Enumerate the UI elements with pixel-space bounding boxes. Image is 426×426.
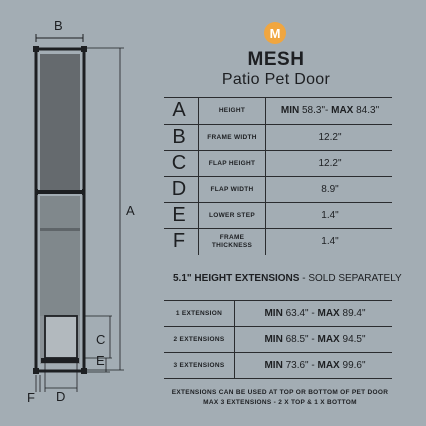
extension-value: MIN 73.6" - MAX 99.6" bbox=[264, 360, 366, 371]
dimension-label-a: A bbox=[126, 203, 135, 218]
extension-row-3 bbox=[164, 353, 392, 378]
extension-label: 2 EXTENSIONS bbox=[173, 336, 225, 343]
spec-row-lower-step bbox=[164, 203, 392, 228]
spec-letter: B bbox=[172, 126, 186, 148]
dimension-label-d: D bbox=[56, 389, 66, 404]
spec-label: FRAME THICKNESS bbox=[211, 233, 253, 249]
extensions-note-usage: EXTENSIONS CAN BE USED AT TOP OR BOTTOM OF PET DOOR bbox=[171, 389, 389, 396]
extension-value: MIN 68.5" - MAX 94.5" bbox=[264, 334, 366, 345]
extensions-table bbox=[164, 300, 392, 380]
door-diagram bbox=[0, 0, 160, 426]
spec-value: 12.2" bbox=[318, 158, 342, 169]
spec-row-frame-thickness bbox=[164, 229, 392, 254]
product-title: MESH bbox=[247, 49, 305, 70]
extension-row-1 bbox=[164, 301, 392, 326]
spec-letter: A bbox=[172, 99, 186, 121]
extensions-heading: 5.1" HEIGHT EXTENSIONS - SOLD SEPARATELY bbox=[173, 273, 402, 284]
spec-row-flap-width bbox=[164, 177, 392, 202]
spec-letter: E bbox=[172, 204, 186, 226]
spec-label: FLAP HEIGHT bbox=[208, 159, 256, 167]
dimension-label-f: F bbox=[27, 390, 35, 405]
extension-label: 3 EXTENSIONS bbox=[173, 362, 225, 369]
dimension-label-b: B bbox=[54, 18, 63, 33]
spec-value: 1.4" bbox=[321, 236, 339, 247]
extension-row-2 bbox=[164, 327, 392, 352]
spec-label: FRAME WIDTH bbox=[207, 133, 257, 141]
spec-value: MIN 58.3"- MAX 84.3" bbox=[280, 105, 380, 116]
dimension-label-e: E bbox=[96, 353, 105, 368]
spec-row-flap-height bbox=[164, 151, 392, 176]
dimension-label-c: C bbox=[96, 332, 106, 347]
product-subtitle: Patio Pet Door bbox=[221, 71, 331, 88]
extension-value: MIN 63.4" - MAX 89.4" bbox=[264, 308, 366, 319]
spec-letter: D bbox=[171, 178, 187, 200]
spec-label: HEIGHT bbox=[218, 106, 246, 114]
spec-value: 8.9" bbox=[321, 184, 339, 195]
spec-letter: F bbox=[172, 230, 186, 252]
extensions-note-max: MAX 3 EXTENSIONS - 2 X TOP & 1 X BOTTOM bbox=[203, 399, 357, 406]
spec-row-frame-width bbox=[164, 125, 392, 150]
spec-value: 12.2" bbox=[318, 132, 342, 143]
spec-value: 1.4" bbox=[321, 210, 339, 221]
spec-table bbox=[164, 97, 392, 257]
spec-row-height bbox=[164, 98, 392, 123]
extension-label: 1 EXTENSION bbox=[175, 310, 223, 317]
spec-letter: C bbox=[171, 152, 187, 174]
spec-label: LOWER STEP bbox=[209, 211, 255, 219]
brand-logo-badge: M bbox=[264, 22, 286, 44]
spec-label: FLAP WIDTH bbox=[210, 185, 254, 193]
